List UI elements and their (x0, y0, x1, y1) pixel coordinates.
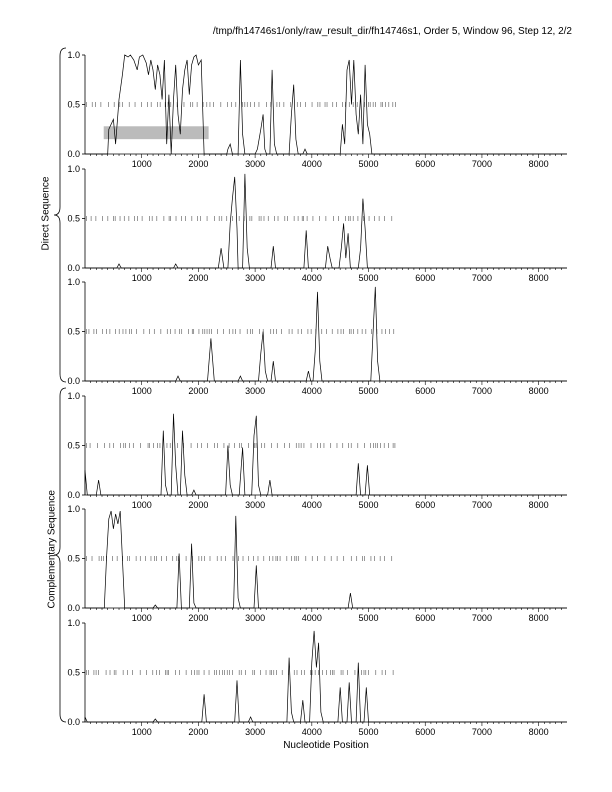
panel-3-xtick-label-5: 6000 (415, 386, 436, 396)
panel-6-ytick-label-1: 0.5 (67, 667, 80, 678)
panel-5-xtick-label-2: 3000 (245, 613, 266, 623)
panel-2-xtick-label-4: 5000 (358, 273, 379, 283)
panel-6-xtick-label-3: 4000 (301, 727, 322, 737)
panel-3-ytick-label-2: 1.0 (67, 277, 80, 287)
panel-6-ytick-label-0: 0.0 (67, 717, 80, 727)
panel-1-ytick-label-1: 0.5 (67, 99, 80, 110)
panel-3-xtick-label-3: 4000 (301, 386, 322, 396)
panel-3-xtick-label-6: 7000 (471, 386, 492, 396)
panel-4-xtick-label-3: 4000 (301, 500, 322, 510)
panel-5-ytick-label-0: 0.0 (67, 603, 80, 613)
panel-6-xtick-label-0: 1000 (131, 727, 152, 737)
panel-2-ytick-label-1: 0.5 (67, 213, 80, 224)
panel-4-xtick-label-6: 7000 (471, 500, 492, 510)
panel-2-xtick-label-3: 4000 (301, 273, 322, 283)
panel-1-xtick-label-2: 3000 (245, 159, 266, 169)
panel-3-ytick-label-1: 0.5 (67, 326, 80, 337)
panel-1-xtick-label-6: 7000 (471, 159, 492, 169)
complementary-group-brace (54, 388, 66, 722)
panel-2-xtick-label-6: 7000 (471, 273, 492, 283)
panel-4-xtick-label-7: 8000 (528, 500, 549, 510)
direct-group-brace (54, 48, 66, 382)
panel-4-ytick-label-2: 1.0 (67, 391, 80, 401)
panel-5-ytick-label-2: 1.0 (67, 504, 80, 514)
panel-2-xtick-label-0: 1000 (131, 273, 152, 283)
panel-1-xtick-label-7: 8000 (528, 159, 549, 169)
panel-5-xtick-label-0: 1000 (131, 613, 152, 623)
panel-4-xtick-label-1: 2000 (188, 500, 209, 510)
panel-6-ytick-label-2: 1.0 (67, 618, 80, 628)
panel-3-series-line (85, 287, 567, 381)
panel-5-series-line (85, 511, 567, 608)
group-label-complementary: Complementary Sequence (46, 490, 58, 609)
panel-3-xtick-label-2: 3000 (245, 386, 266, 396)
panel-5-xtick-label-3: 4000 (301, 613, 322, 623)
panel-2-xtick-label-1: 2000 (188, 273, 209, 283)
panel-3-xtick-label-7: 8000 (528, 386, 549, 396)
panel-4-ytick-label-0: 0.0 (67, 490, 80, 500)
panel-4-xtick-label-4: 5000 (358, 500, 379, 510)
panel-5-xtick-label-1: 2000 (188, 613, 209, 623)
panel-1-xtick-label-5: 6000 (415, 159, 436, 169)
panel-5-xtick-label-6: 7000 (471, 613, 492, 623)
panel-1-ytick-label-0: 0.0 (67, 149, 80, 159)
panel-1-xtick-label-0: 1000 (131, 159, 152, 169)
panel-4-xtick-label-0: 1000 (131, 500, 152, 510)
panel-3-xtick-label-4: 5000 (358, 386, 379, 396)
panel-1-highlight-region (104, 126, 209, 139)
panel-6-xtick-label-6: 7000 (471, 727, 492, 737)
panel-3-ytick-label-0: 0.0 (67, 376, 80, 386)
panel-1-xtick-label-3: 4000 (301, 159, 322, 169)
panel-3-xtick-label-1: 2000 (188, 386, 209, 396)
panel-3-xtick-label-0: 1000 (131, 386, 152, 396)
panel-6-xtick-label-5: 6000 (415, 727, 436, 737)
panel-6-xtick-label-4: 5000 (358, 727, 379, 737)
panel-2-xtick-label-2: 3000 (245, 273, 266, 283)
panel-2-ytick-label-0: 0.0 (67, 263, 80, 273)
panel-5-xtick-label-7: 8000 (528, 613, 549, 623)
panel-6-xtick-label-7: 8000 (528, 727, 549, 737)
panel-2-xtick-label-5: 6000 (415, 273, 436, 283)
panel-1-xtick-label-1: 2000 (188, 159, 209, 169)
panel-5-ytick-label-1: 0.5 (67, 553, 80, 564)
panel-1-ytick-label-2: 1.0 (67, 50, 80, 60)
panel-4-ytick-label-1: 0.5 (67, 440, 80, 451)
panel-6-series-line (85, 631, 567, 722)
panel-2-xtick-label-7: 8000 (528, 273, 549, 283)
group-label-direct: Direct Sequence (40, 176, 52, 251)
panel-5-xtick-label-5: 6000 (415, 613, 436, 623)
panel-4-series-line (85, 414, 567, 495)
panel-5-xtick-label-4: 5000 (358, 613, 379, 623)
panel-6-xtick-label-2: 3000 (245, 727, 266, 737)
panel-1-xtick-label-4: 5000 (358, 159, 379, 169)
panel-6-xtick-label-1: 2000 (188, 727, 209, 737)
figure-title: /tmp/fh14746s1/only/raw_result_dir/fh14746s1, Order 5, Window 96, Step 12, 2/2 (212, 26, 572, 37)
panel-4-xtick-label-5: 6000 (415, 500, 436, 510)
panel-4-xtick-label-2: 3000 (245, 500, 266, 510)
x-axis-label: Nucleotide Position (283, 740, 369, 751)
panel-2-ytick-label-2: 1.0 (67, 164, 80, 174)
